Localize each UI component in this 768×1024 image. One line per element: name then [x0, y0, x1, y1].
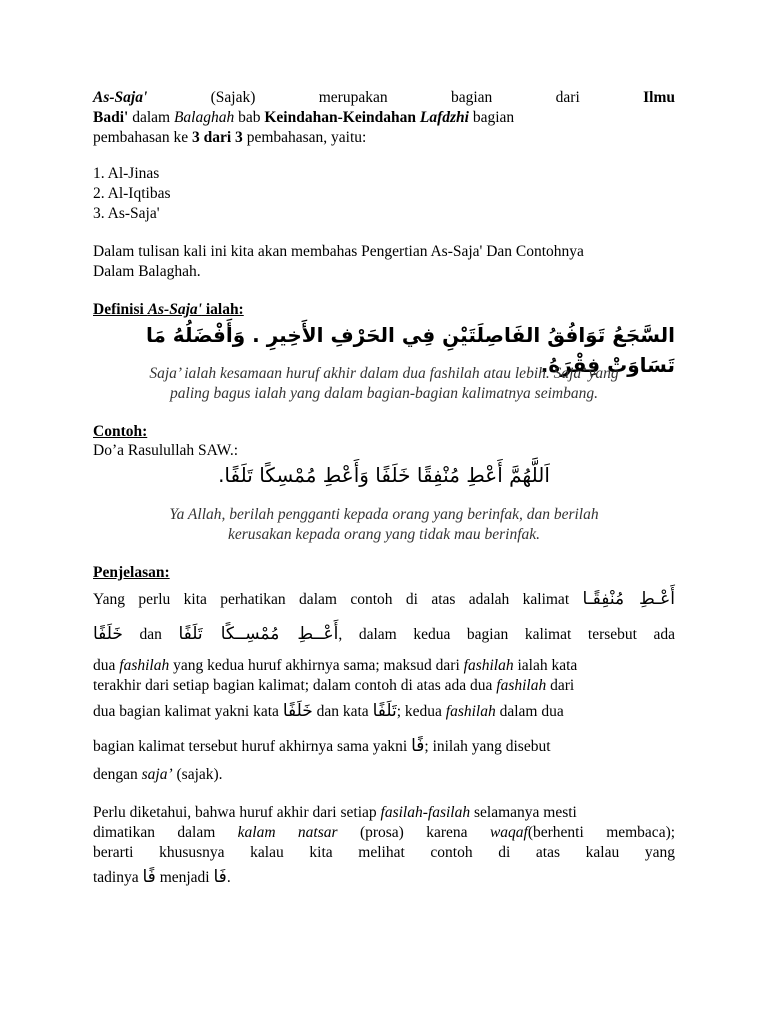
definisi-heading: [93, 300, 675, 320]
intro-line-3: [93, 128, 675, 148]
perlu-text: menjadi: [155, 869, 214, 886]
penjelasan-line-1: [93, 588, 675, 611]
intro-word: dari: [555, 89, 580, 106]
term-fashilah: fashilah: [496, 677, 547, 694]
contoh-doa-label: Do’a Rasulullah SAW.:: [93, 442, 238, 459]
contoh-translation-line-1: Ya Allah, berilah pengganti kepada orang yang berinfak, dan berilah: [169, 506, 599, 523]
term-ilmu: Ilmu: [643, 89, 675, 106]
heading-term: As-Saja': [147, 301, 202, 318]
perlu-line-2: [93, 823, 675, 843]
intro-word: (Sajak): [210, 89, 256, 106]
arabic-word: فًا: [411, 736, 425, 756]
penjelasan-text: dalam dua: [495, 703, 564, 720]
intro-word: bagian: [450, 89, 493, 106]
contoh-arabic: اَللَّهُمَّ أَعْطِ مُنْفِقًا خَلَفًا وَأَعْطِ مُمْسِكًا تَلَفًا.: [218, 463, 550, 487]
penjelasan-text: Yang perlu kita perhatikan dalam contoh di atas adalah kalimat: [93, 591, 570, 608]
intro-text: dalam: [128, 109, 174, 126]
intro-line-1: [93, 88, 675, 108]
heading-text: Definisi: [93, 301, 148, 318]
penjelasan-text: terakhir dari setiap bagian kalimat; dalam contoh di atas ada dua: [93, 677, 497, 694]
penjelasan-text: dan kata: [312, 703, 373, 720]
penjelasan-text: (sajak).: [172, 766, 223, 783]
term-lafdzhi: Lafdzhi: [419, 109, 469, 126]
definisi-translation-line-1: Saja’ ialah kesamaan huruf akhir dalam dua fashilah atau lebih. Saja’ yang: [149, 365, 619, 382]
arabic-phrase: أَعْــطِ مُمْسِــكًا تَلَفًا: [178, 624, 339, 644]
penjelasan-text: bagian kalimat tersebut huruf akhirnya sama yakni: [93, 738, 412, 755]
arabic-word: خَلَفًا: [93, 624, 123, 644]
arabic-phrase: أَعْـطِ مُنْفِقًـا: [582, 589, 676, 609]
penjelasan-line-2: [93, 623, 675, 646]
penjelasan-text: yang kedua huruf akhirnya sama; maksud dari: [169, 657, 464, 674]
penjelasan-line-3: [93, 656, 675, 676]
heading-text: ialah:: [201, 301, 244, 318]
intro-text: bagian: [468, 109, 515, 126]
definisi-translation-line-2: paling bagus ialah yang dalam bagian-bagian kalimatnya seimbang.: [170, 385, 598, 402]
intro-text: pembahasan ke: [93, 129, 192, 146]
penjelasan-text: kalimat: [524, 626, 572, 643]
penjelasan-text: dalam: [358, 626, 397, 643]
term-fasilah: fasilah-fasilah: [380, 804, 471, 821]
penjelasan-text: tersebut: [587, 626, 637, 643]
term-as-saja: As-Saja': [93, 89, 148, 106]
arabic-word: تَلَفًا: [372, 701, 397, 721]
term-badi: Badi': [93, 109, 129, 126]
perlu-text: karena: [426, 824, 468, 841]
term-saja: saja’: [141, 766, 173, 783]
contoh-translation-line-2: kerusakan kepada orang yang tidak mau berinfak.: [227, 526, 541, 543]
term-keindahan: Keindahan-Keindahan: [264, 109, 420, 126]
perlu-text: Perlu diketahui, bahwa huruf akhir dari setiap: [93, 804, 381, 821]
penjelasan-text: bagian: [466, 626, 509, 643]
intro-word: merupakan: [318, 89, 388, 106]
penjelasan-line-6: [93, 735, 675, 758]
perlu-line-1: [93, 803, 675, 823]
penjelasan-line-4: [93, 676, 675, 696]
penjelasan-heading: Penjelasan:: [93, 564, 170, 581]
intro-text: pembahasan, yaitu:: [242, 129, 367, 146]
list-item: 2. Al-Iqtibas: [93, 185, 171, 202]
paragraph-2-line-1: Dalam tulisan kali ini kita akan membahas Pengertian As-Saja' Dan Contohnya: [93, 243, 584, 260]
penjelasan-text: dan: [139, 626, 162, 643]
term-fashilah: fashilah: [119, 657, 170, 674]
perlu-line-4: [93, 866, 675, 889]
arabic-word: فًا: [142, 867, 156, 887]
term-fashilah: fashilah: [445, 703, 496, 720]
list-item: 3. As-Saja': [93, 205, 160, 222]
contoh-heading: Contoh:: [93, 423, 148, 440]
penjelasan-text: dari: [546, 677, 575, 694]
perlu-text: selamanya mesti: [470, 804, 577, 821]
penjelasan-text: dua: [93, 657, 120, 674]
arabic-word: خَلَفًا: [282, 701, 313, 721]
penjelasan-text: ; kedua: [396, 703, 446, 720]
penjelasan-text: kedua: [413, 626, 451, 643]
penjelasan-text: ; inilah yang disebut: [424, 738, 551, 755]
perlu-text: dimatikan: [93, 824, 155, 841]
perlu-text: tadinya: [93, 869, 143, 886]
term-fashilah: fashilah: [463, 657, 514, 674]
penjelasan-text: dengan: [93, 766, 142, 783]
perlu-text: .: [226, 869, 231, 886]
intro-line-2: [93, 108, 675, 128]
perlu-line-3: berarti khususnya kalau kita melihat contoh di atas kalau yang: [93, 844, 675, 861]
list-item: 1. Al-Jinas: [93, 165, 160, 182]
perlu-text: (prosa): [359, 824, 404, 841]
term-kalam-natsar: kalam natsar: [237, 824, 338, 841]
paragraph-2-line-2: Dalam Balaghah.: [93, 263, 201, 280]
penjelasan-text: dua bagian kalimat yakni kata: [93, 703, 283, 720]
penjelasan-text: ,: [338, 626, 343, 643]
definisi-arabic: السَّجَعُ تَوَافُقُ الفَاصِلَتَيْنِ فِي الحَرْفِ الأَخِيرِ . وَأَفْضَلُهُ مَا تَسَاوَتْ فِقْرَهُ.: [145, 323, 675, 377]
intro-bold: 3 dari 3: [192, 129, 243, 146]
term-waqaf: waqaf: [489, 824, 528, 841]
perlu-text: membaca);: [606, 824, 676, 841]
perlu-text: (berhenti: [527, 824, 584, 841]
term-balaghah: Balaghah: [173, 109, 235, 126]
penjelasan-line-5: [93, 700, 675, 723]
penjelasan-line-7: [93, 765, 675, 785]
perlu-text: dalam: [177, 824, 216, 841]
arabic-word: فَا: [213, 867, 227, 887]
penjelasan-text: ialah kata: [513, 657, 578, 674]
intro-text: bab: [234, 109, 265, 126]
penjelasan-text: ada: [653, 626, 676, 643]
